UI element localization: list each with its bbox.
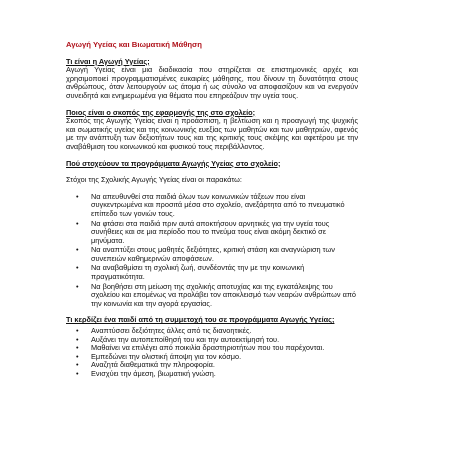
list-item <box>66 246 358 263</box>
list-item-text: Αναπτύσσει δεξιότητες άλλες από τις διανοητικές. <box>91 326 252 336</box>
bullet-icon: • <box>76 343 79 353</box>
bullet-icon: • <box>76 191 79 201</box>
list-item-text: Να φτάσει στα παιδιά πριν αυτά αποκτήσουν αρνητικές για την υγεία τους συνήθειες και σε μια περίοδο που το πνεύμα τους είναι ακόμη δεκτικό σε μηνύματα. <box>91 218 330 245</box>
section-text-what-is: Αγωγή Υγείας είναι μια διαδικασία που στηρίζεται σε επιστημονικές αρχές και χρησιμοποιεί προγραμματισμένες ευκαιρίες μάθησης, που δίνουν τη δυνατότητα στους ανθρώπους, όταν λειτουργούν ως άτομα ή ως σύνολο να αποφασίζουν και να ενεργούν συνειδητά και ενημερωμένα για θέματα που επηρεάζουν την υγεία τους. <box>66 65 358 100</box>
list-item <box>66 220 358 246</box>
bullet-icon: • <box>76 263 79 273</box>
list-item <box>66 370 358 379</box>
bullet-icon: • <box>76 369 79 378</box>
bullet-icon: • <box>76 218 79 228</box>
bullet-icon: • <box>76 351 79 361</box>
section-heading-purpose: Ποιος είναι ο σκοπός της εφαρμογής της στο σχολείο; <box>66 107 256 117</box>
list-item-text: Ενισχύει την άμεση, βιωματική γνώση. <box>91 369 216 378</box>
bullet-icon: • <box>76 245 79 255</box>
goals-list <box>66 193 358 309</box>
benefits-list <box>66 327 358 379</box>
list-item <box>66 283 358 309</box>
document-title: Αγωγή Υγείας και Βιωματική Μάθηση <box>66 40 202 49</box>
list-item <box>66 193 358 219</box>
section-heading-goals: Πού στοχεύουν τα προγράμματα Αγωγής Υγείας στο σχολείο; <box>66 158 281 168</box>
list-item-text: Μαθαίνει να επιλέγει από ποικιλία δραστηριοτήτων που του παρέχονται. <box>91 343 325 353</box>
section-heading-benefits: Τι κερδίζει ένα παιδί από τη συμμετοχή του σε προγράμματα Αγωγής Υγείας; <box>66 315 335 325</box>
list-item-text: Εμπεδώνει την ολιστική άποψη για τον κόσμο. <box>91 351 242 361</box>
section-heading-what-is: Τι είναι η Αγωγή Υγείας; <box>66 56 150 66</box>
bullet-icon: • <box>76 326 79 336</box>
list-item-text: Να απευθυνθεί στα παιδιά όλων των κοινωνικών τάξεων που είναι συγκεντρωμένα και προσιτά μέσα στο σχολείο, ανεξάρτητα από το πνευματικό επίπεδο των γονιών τους. <box>91 191 345 218</box>
bullet-icon: • <box>76 281 79 291</box>
list-item-text: Να αναπτύξει στους μαθητές δεξιότητες, κριτική στάση και αναγνώριση των συνεπειών καθημερινών αποφάσεων. <box>91 245 335 263</box>
list-item-text: Αυξάνει την αυτοπεποίθησή του και την αυτοεκτίμησή του. <box>91 334 280 344</box>
list-item-text: Αναζητά διαθεματικά την πληροφορία. <box>91 360 215 370</box>
list-item-text: Να βοηθήσει στη μείωση της σχολικής αποτυχίας και της εγκατάλειψης του σχολείου και επομένως να προλάβει τον αποκλεισμό των νεαρών ανθρώπων από την κοινωνία και την αγορά εργασίας. <box>91 281 356 308</box>
goals-intro: Στόχοι της Σχολικής Αγωγής Υγείας είναι οι παρακάτω: <box>66 175 242 185</box>
bullet-icon: • <box>76 360 79 370</box>
list-item-text: Να αναβαθμίσει τη σχολική ζωή, συνδέοντάς την με την κοινωνική πραγματικότητα. <box>91 263 305 282</box>
bullet-icon: • <box>76 334 79 344</box>
section-text-purpose: Σκοπός της Αγωγής Υγείας είναι η προάσπιση, η βελτίωση και η προαγωγή της ψυχικής και σωματικής υγείας και της κοινωνικής ευεξίας των μαθητών και των μαθητριών, αφενός με την ανάπτυξη των δεξιοτήτων τους και της κριτικής τους σκέψης και αφετέρου με την αναβάθμιση του κοινωνικού και φυσικού τους περιβάλλοντος. <box>66 116 358 151</box>
list-item <box>66 264 358 281</box>
